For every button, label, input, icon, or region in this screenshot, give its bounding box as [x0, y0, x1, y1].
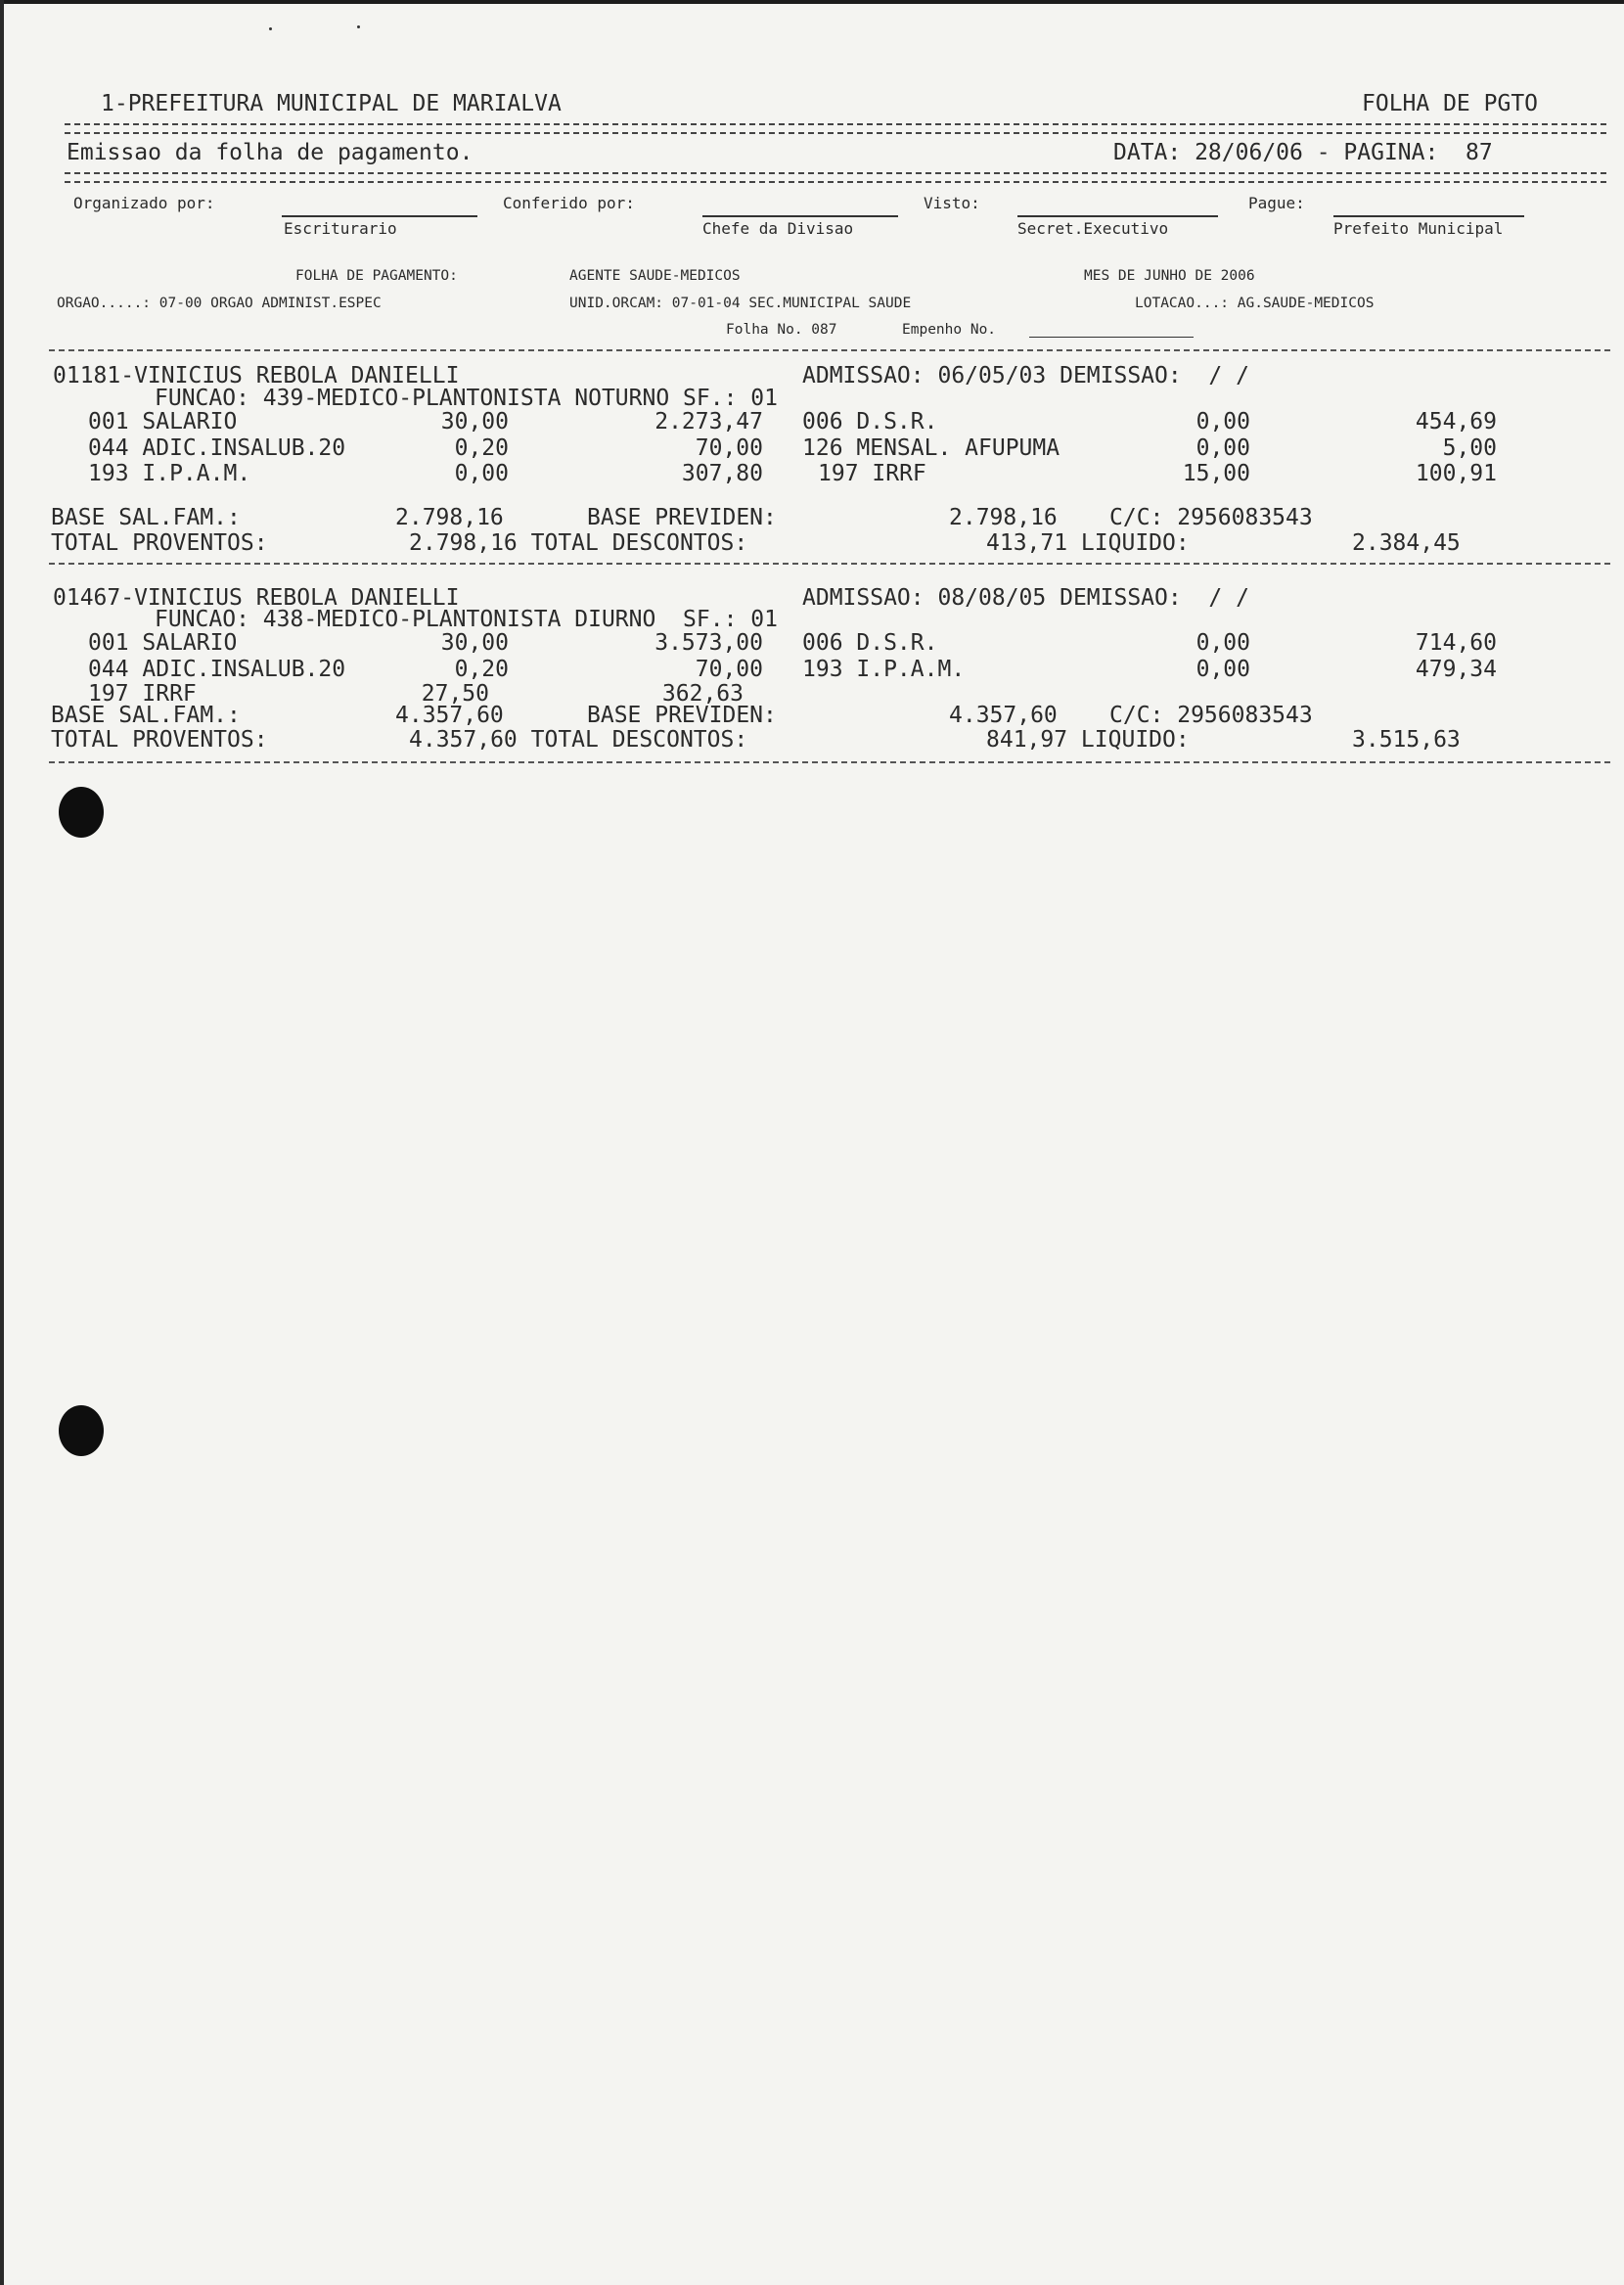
deduction-code: 126 MENSAL. AFUPUMA: [802, 435, 1060, 461]
chefe-label: Chefe da Divisao: [702, 219, 854, 238]
scan-speck: [357, 25, 360, 28]
entity-name: 1-PREFEITURA MUNICIPAL DE MARIALVA: [101, 91, 562, 116]
bank-account: C/C: 2956083543: [1109, 505, 1313, 530]
scan-top-edge: [0, 0, 1624, 4]
total-proventos-value: 2.798,16 TOTAL DESCONTOS:: [409, 530, 748, 556]
base-previden-value: 4.357,60: [949, 703, 1058, 728]
employee-name: 01181-VINICIUS REBOLA DANIELLI: [53, 363, 460, 388]
total-proventos-label: TOTAL PROVENTOS:: [51, 530, 268, 556]
deduction-code: 006 D.S.R.: [802, 630, 938, 656]
deduction-value: 479,34: [1415, 657, 1497, 682]
earning-value: 362,63: [661, 681, 744, 707]
earning-value: 70,00: [695, 435, 763, 461]
earning-code: 044 ADIC.INSALUB.20: [88, 435, 346, 461]
escriturario-label: Escriturario: [284, 219, 397, 238]
prefeito-label: Prefeito Municipal: [1333, 219, 1504, 238]
header-rule-top: [65, 123, 1606, 134]
lotacao-line: LOTACAO...: AG.SAUDE-MEDICOS: [1135, 296, 1375, 311]
unid-orcam-line: UNID.ORCAM: 07-01-04 SEC.MUNICIPAL SAUDE: [569, 296, 912, 311]
base-sal-fam-label: BASE SAL.FAM.:: [51, 505, 241, 530]
deduction-value: 714,60: [1415, 630, 1497, 656]
earning-ref: 30,00: [440, 409, 509, 434]
folha-label: FOLHA DE PAGAMENTO:: [295, 268, 458, 284]
earning-value: 70,00: [695, 657, 763, 682]
report-code: FOLHA DE PGTO: [1362, 91, 1539, 116]
pague-label: Pague:: [1248, 194, 1305, 212]
total-descontos-value: 841,97 LIQUIDO:: [986, 727, 1190, 753]
employee-name: 01467-VINICIUS REBOLA DANIELLI: [53, 585, 460, 611]
secret-label: Secret.Executivo: [1017, 219, 1169, 238]
header-rule-bottom: [65, 172, 1606, 183]
earning-code: 001 SALARIO: [88, 409, 238, 434]
earning-value: 2.273,47: [654, 409, 763, 434]
earning-code: 197 IRRF: [88, 681, 197, 707]
punch-hole: [59, 1405, 104, 1456]
section-divider: [49, 349, 1610, 351]
scan-speck: [269, 27, 272, 30]
earning-value: 307,80: [681, 461, 763, 486]
earning-value: 3.573,00: [654, 630, 763, 656]
function-info: FUNCAO: 439-MEDICO-PLANTONISTA NOTURNO SF.: 01: [155, 386, 778, 411]
empenho-line: [1029, 337, 1194, 338]
deduction-ref: 15,00: [1182, 461, 1250, 486]
earning-ref: 0,00: [454, 461, 509, 486]
earning-code: 001 SALARIO: [88, 630, 238, 656]
deduction-ref: 0,00: [1195, 435, 1250, 461]
earning-ref: 0,20: [454, 435, 509, 461]
month-label: MES DE JUNHO DE 2006: [1084, 268, 1255, 284]
deduction-value: 5,00: [1442, 435, 1497, 461]
deduction-code: 197 IRRF: [818, 461, 926, 486]
admission-info: ADMISSAO: 06/05/03 DEMISSAO: / /: [802, 363, 1249, 388]
conferido-signature-line: [702, 215, 898, 217]
deduction-value: 100,91: [1415, 461, 1497, 486]
admission-info: ADMISSAO: 08/08/05 DEMISSAO: / /: [802, 585, 1249, 611]
base-previden-label: BASE PREVIDEN:: [587, 703, 777, 728]
pague-signature-line: [1333, 215, 1524, 217]
folha-value: AGENTE SAUDE-MEDICOS: [569, 268, 741, 284]
deduction-ref: 0,00: [1195, 630, 1250, 656]
base-previden-label: BASE PREVIDEN:: [587, 505, 777, 530]
deduction-ref: 0,00: [1195, 409, 1250, 434]
total-proventos-label: TOTAL PROVENTOS:: [51, 727, 268, 753]
folha-number: Folha No. 087: [726, 322, 837, 338]
visto-signature-line: [1017, 215, 1218, 217]
total-descontos-value: 413,71 LIQUIDO:: [986, 530, 1190, 556]
liquido-value: 2.384,45: [1352, 530, 1461, 556]
date-page: DATA: 28/06/06 - PAGINA: 87: [1113, 140, 1493, 165]
punch-hole: [59, 787, 104, 838]
deduction-ref: 0,00: [1195, 657, 1250, 682]
section-divider: [49, 563, 1610, 565]
earning-code: 193 I.P.A.M.: [88, 461, 251, 486]
deduction-code: 006 D.S.R.: [802, 409, 938, 434]
earning-ref: 27,50: [421, 681, 489, 707]
liquido-value: 3.515,63: [1352, 727, 1461, 753]
base-sal-fam-value: 4.357,60: [395, 703, 504, 728]
organizado-label: Organizado por:: [73, 194, 215, 212]
section-divider: [49, 761, 1610, 763]
conferido-label: Conferido por:: [503, 194, 635, 212]
function-info: FUNCAO: 438-MEDICO-PLANTONISTA DIURNO SF.: 01: [155, 607, 778, 632]
total-proventos-value: 4.357,60 TOTAL DESCONTOS:: [409, 727, 748, 753]
scan-left-edge: [0, 0, 4, 2285]
base-sal-fam-label: BASE SAL.FAM.:: [51, 703, 241, 728]
earning-code: 044 ADIC.INSALUB.20: [88, 657, 346, 682]
visto-label: Visto:: [924, 194, 980, 212]
earning-ref: 0,20: [454, 657, 509, 682]
orgao-line: ORGAO.....: 07-00 ORGAO ADMINIST.ESPEC: [57, 296, 382, 311]
base-previden-value: 2.798,16: [949, 505, 1058, 530]
deduction-value: 454,69: [1415, 409, 1497, 434]
earning-ref: 30,00: [440, 630, 509, 656]
bank-account: C/C: 2956083543: [1109, 703, 1313, 728]
empenho-label: Empenho No.: [902, 322, 997, 338]
deduction-code: 193 I.P.A.M.: [802, 657, 966, 682]
organizado-signature-line: [282, 215, 477, 217]
base-sal-fam-value: 2.798,16: [395, 505, 504, 530]
report-subtitle: Emissao da folha de pagamento.: [67, 140, 474, 165]
